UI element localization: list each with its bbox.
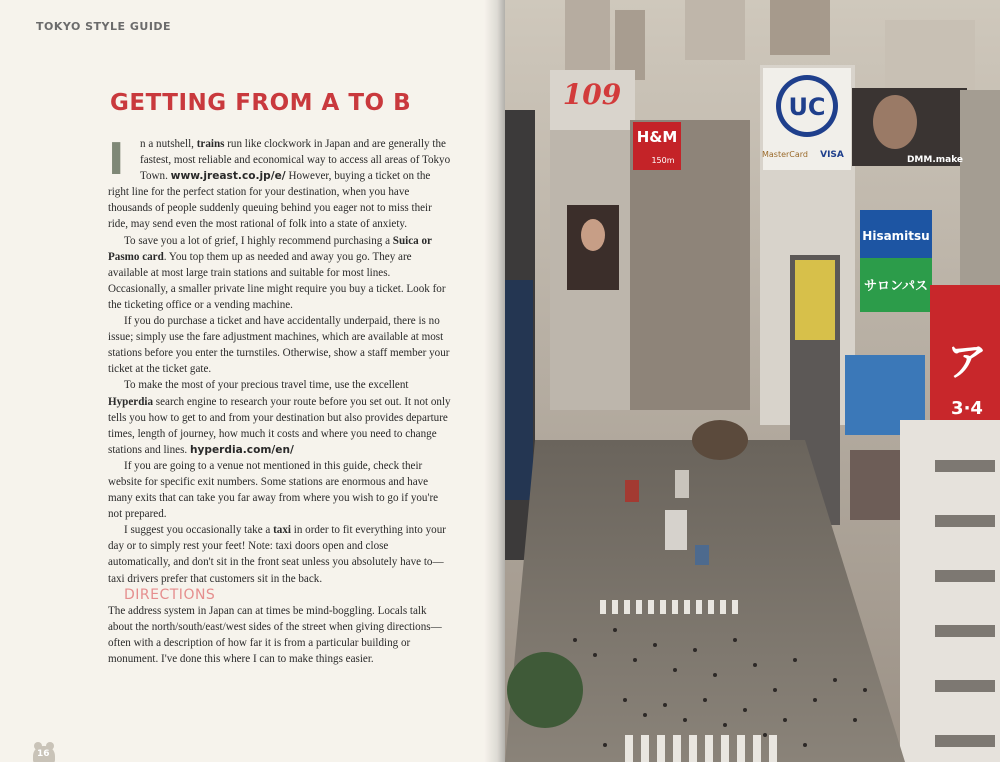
paragraph-1: I n a nutshell, trains run like clockwork in Japan and are generally the fastest, most reliable and economical way to access all areas of Tokyo Town. www.jreast.co.jp/e/ However, buying a ticket on the right line for the perfect station for your destination, when you have thousands of people suddenly queuing behind you eager not to miss their ride, may send even the most rational of folk into a state of anxiety. bbox=[108, 134, 451, 231]
running-head: TOKYO STYLE GUIDE bbox=[36, 20, 172, 33]
sign-hisamitsu: Hisamitsu bbox=[862, 229, 930, 243]
sign-salonpas: サロンパス bbox=[863, 279, 929, 294]
sign-hm: H&M bbox=[636, 128, 678, 146]
page-number: 16 bbox=[37, 749, 50, 759]
directions-subhead: DIRECTIONS bbox=[124, 586, 216, 603]
sign-visa: VISA bbox=[820, 150, 844, 160]
bold-trains: trains bbox=[196, 138, 225, 150]
bold-hyperdia: Hyperdia bbox=[108, 395, 153, 408]
sign-109: 109 bbox=[562, 78, 622, 111]
paragraph-6: I suggest you occasionally take a taxi in order to fit everything into your day or to simply rest your feet! Note: taxi doors open and close automatically, and don't sit in the front seat unless you absolutely have to—taxi drivers prefer that customers sit in the back. bbox=[108, 524, 446, 585]
shibuya-crossing-photo bbox=[505, 0, 1000, 762]
sign-uc: UC bbox=[788, 93, 826, 121]
page-title: GETTING FROM A TO B bbox=[110, 90, 412, 116]
sign-hm-distance: 150m bbox=[651, 156, 675, 165]
paragraph-7: The address system in Japan can at times be mind-boggling. Locals talk about the north/south/east/west sides of the street when giving directions—often with a description of how far it is from a particular building or monument. I've done this where I can to make things easier. bbox=[108, 604, 442, 665]
sign-number: 3·4 bbox=[951, 398, 983, 419]
paragraph-5: If you are going to a venue not mentioned in this guide, check their website for specific exit numbers. Some stations are enormous and have many exits that can take you far away from where you wish to go if you're not prepared. bbox=[108, 459, 439, 521]
page-number-badge bbox=[33, 740, 57, 762]
paragraph-2: To save you a lot of grief, I highly recommend purchasing a Suica or Pasmo card. You top them up as needed and away you go. They are available at most large train stations and suitable for most lines. Occasionally, a smaller private line might require you buy a ticket. Look for the ticketing office or a vending machine. bbox=[108, 234, 446, 311]
bold-suica: Suica or Pasmo card bbox=[108, 234, 432, 263]
jreast-link[interactable]: www.jreast.co.jp/e/ bbox=[170, 170, 286, 183]
paragraph-4: To make the most of your precious travel time, use the excellent Hyperdia search engine to research your route before you set out. It not only tells you how to get to and from your destination but also provides departure times, length of journey, how much it costs and where you need to change stations and lines. hyperdia.com/en/ bbox=[108, 379, 451, 456]
drop-cap: I bbox=[108, 134, 125, 185]
sign-a: ア bbox=[947, 339, 987, 385]
paragraph-3: If you do purchase a ticket and have accidentally underpaid, there is no issue; simply use the fare adjustment machines, which are available at most stations before you enter the turnstiles. Otherwise, show a staff member your ticket at the ticket gate. bbox=[108, 315, 450, 376]
bold-taxi: taxi bbox=[273, 524, 291, 537]
hyperdia-link[interactable]: hyperdia.com/en/ bbox=[189, 443, 294, 456]
body-text bbox=[108, 136, 453, 667]
sign-mastercard: MasterCard bbox=[761, 150, 809, 159]
sign-dmm: DMM.make bbox=[906, 155, 964, 165]
photo-illustration bbox=[505, 0, 1000, 762]
